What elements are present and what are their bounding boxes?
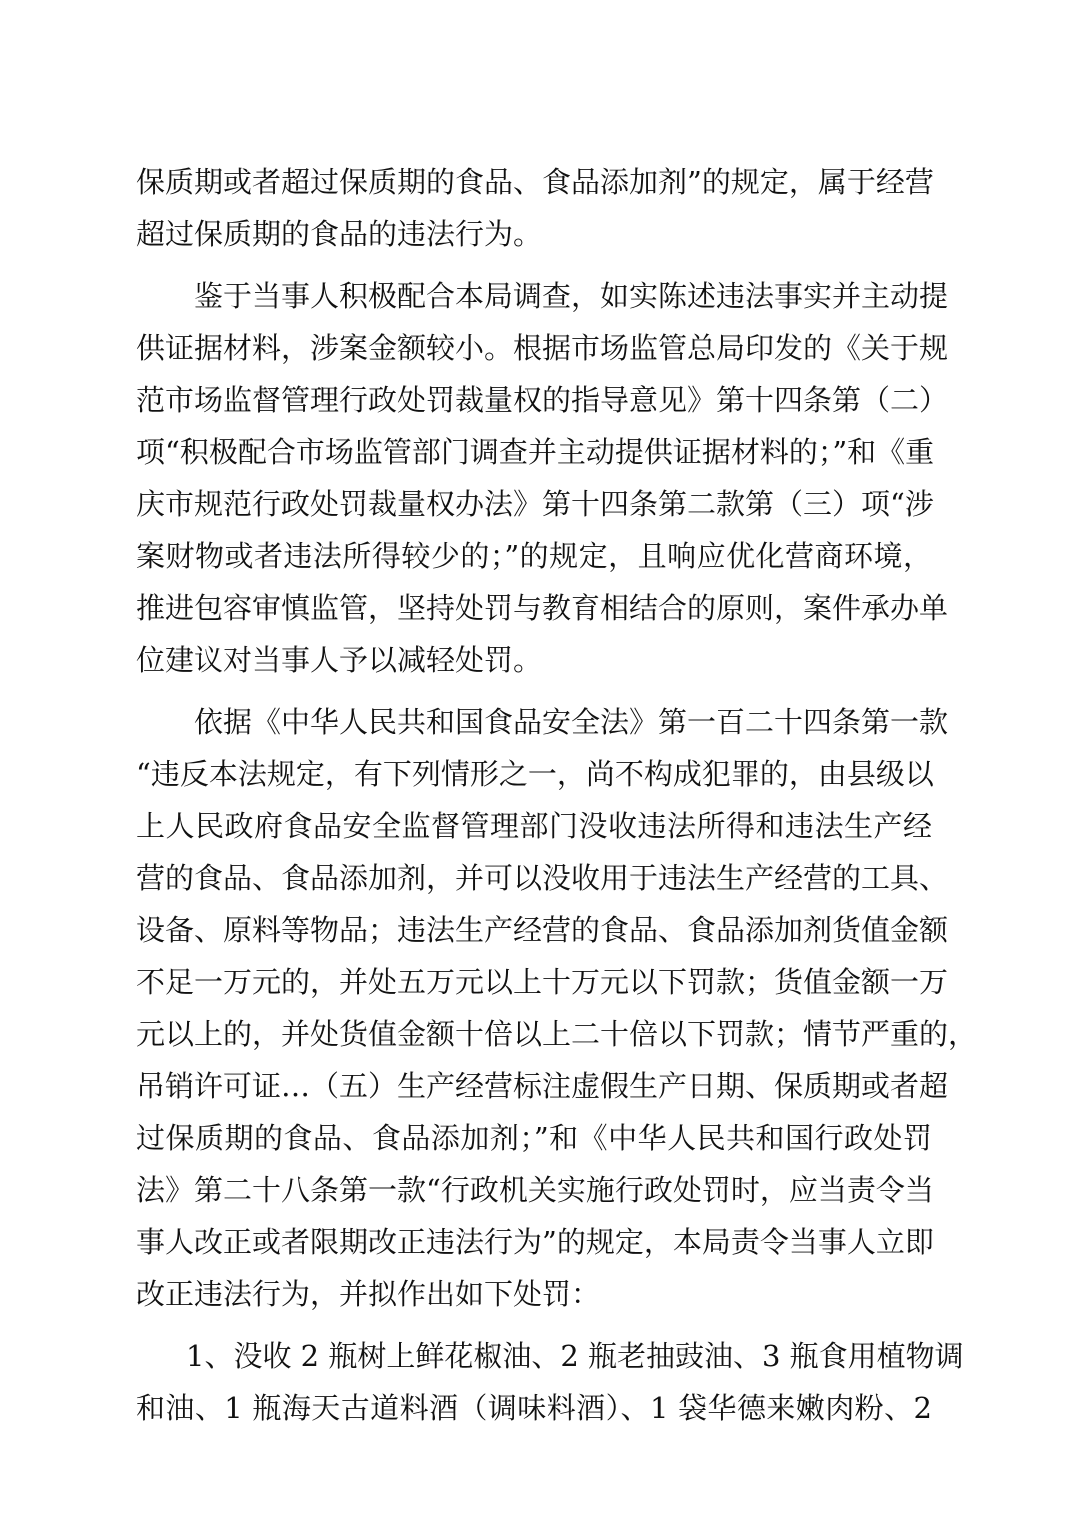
paragraph-3-line-2: “违反本法规定，有下列情形之一，尚不构成犯罪的，由县级以 [136,757,934,791]
paragraph-4-line-2: 和油、1 瓶海天古道料酒（调味料酒）、1 袋华德来嫩肉粉、2 [136,1391,932,1425]
paragraph-2-line-6: 案财物或者违法所得较少的；”的规定，且响应优化营商环境， [136,539,932,573]
paragraph-4-line-1: 1、没收 2 瓶树上鲜花椒油、2 瓶老抽豉油、3 瓶食用植物调 [186,1339,964,1373]
paragraph-3-line-12: 改正违法行为，并拟作出如下处罚： [136,1277,601,1311]
paragraph-3-line-8: 吊销许可证…（五）生产经营标注虚假生产日期、保质期或者超 [136,1069,949,1103]
paragraph-2-line-7: 推进包容审慎监管，坚持处罚与教育相结合的原则，案件承办单 [136,591,949,625]
paragraph-1-line-2: 超过保质期的食品的违法行为。 [136,217,543,251]
paragraph-3-line-6: 不足一万元的，并处五万元以上十万元以下罚款；货值金额一万 [136,965,949,999]
paragraph-2-line-4: 项“积极配合市场监管部门调查并主动提供证据材料的；”和《重 [136,435,935,469]
paragraph-2-line-5: 庆市规范行政处罚裁量权办法》第十四条第二款第（三）项“涉 [136,487,934,521]
paragraph-3-line-7: 元以上的，并处货值金额十倍以上二十倍以下罚款；情节严重的， [136,1017,978,1051]
paragraph-3-line-4: 营的食品、食品添加剂，并可以没收用于违法生产经营的工具、 [136,861,949,895]
paragraph-2-line-8: 位建议对当事人予以减轻处罚。 [136,643,543,677]
paragraph-3-line-11: 事人改正或者限期改正违法行为”的规定，本局责令当事人立即 [136,1225,934,1259]
paragraph-2-line-1: 鉴于当事人积极配合本局调查，如实陈述违法事实并主动提 [194,279,949,313]
paragraph-3-line-5: 设备、原料等物品；违法生产经营的食品、食品添加剂货值金额 [136,913,949,947]
paragraph-3-line-10: 法》第二十八条第一款“行政机关实施行政处罚时，应当责令当 [136,1173,934,1207]
paragraph-3-line-1: 依据《中华人民共和国食品安全法》第一百二十四条第一款 [194,705,949,739]
paragraph-2-line-2: 供证据材料，涉案金额较小。根据市场监管总局印发的《关于规 [136,331,949,365]
paragraph-1-line-1: 保质期或者超过保质期的食品、食品添加剂”的规定，属于经营 [136,165,934,199]
paragraph-2-line-3: 范市场监督管理行政处罚裁量权的指导意见》第十四条第（二） [136,383,949,417]
paragraph-3-line-3: 上人民政府食品安全监督管理部门没收违法所得和违法生产经 [136,809,932,843]
paragraph-3-line-9: 过保质期的食品、食品添加剂；”和《中华人民共和国行政处罚 [136,1121,932,1155]
